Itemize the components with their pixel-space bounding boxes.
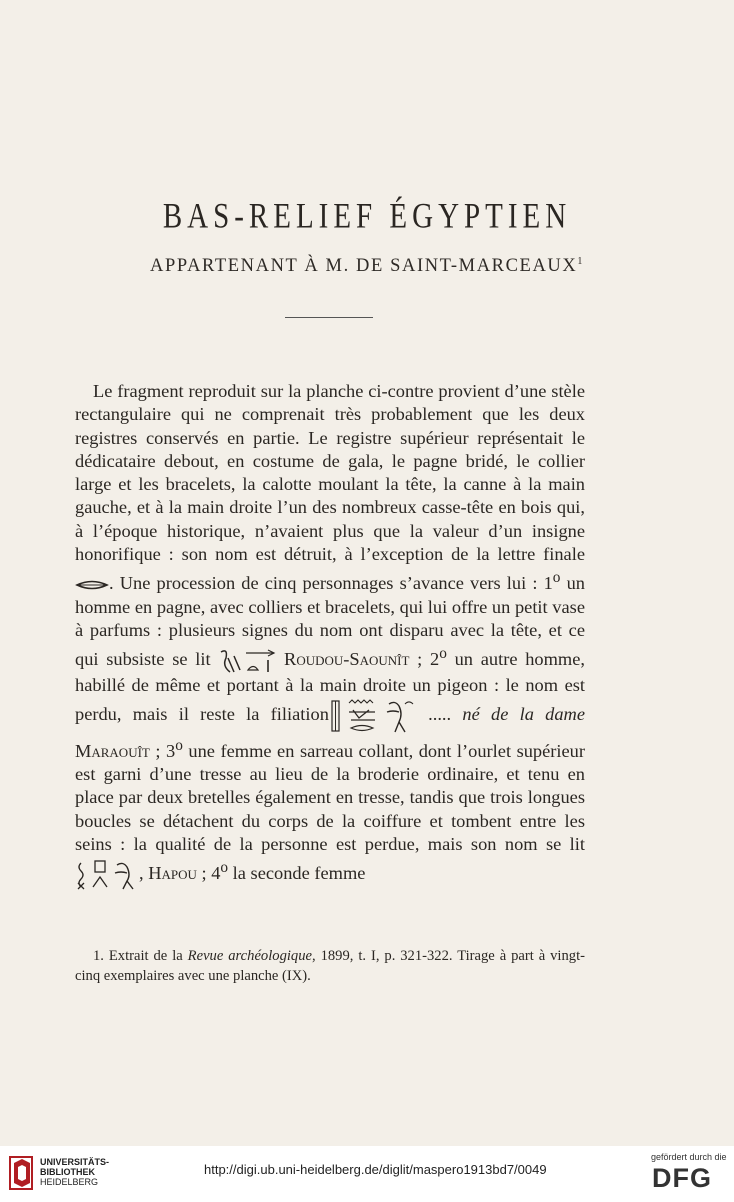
ordinal-suffix: o xyxy=(439,645,447,663)
proper-name: Roudou-Saounît xyxy=(284,649,410,670)
dfg-logo: DFG xyxy=(652,1163,712,1193)
footnote xyxy=(75,946,585,986)
text-run: . Une procession de cinq personnages s’avance vers lui : 1 xyxy=(109,573,553,594)
proper-name: Hapou xyxy=(148,863,197,884)
library-line: HEIDELBERG xyxy=(40,1177,99,1187)
hieroglyph-mouth-icon xyxy=(75,578,109,592)
footnote-text xyxy=(75,946,585,986)
text-run: , 1899, t. I, p. 321-322. Tirage à part à vingt-cinq exemplaires avec une planche (IX). xyxy=(75,948,585,984)
title-divider xyxy=(285,317,373,318)
ordinal-suffix: o xyxy=(552,569,561,587)
body-text xyxy=(75,380,585,891)
text-run: ; 4 xyxy=(196,863,221,884)
text-run: ; 3 xyxy=(149,740,176,761)
hieroglyph-group-1-icon xyxy=(218,648,276,674)
text-run: , xyxy=(139,863,149,884)
subtitle-text: APPARTENANT À M. DE SAINT-MARCEAUX xyxy=(150,256,578,277)
university-library-logo-icon xyxy=(8,1153,36,1193)
text-run: ; 2 xyxy=(409,649,440,670)
text-run: un homme en pagne, avec colliers et bracelets, qui lui offre un petit vase à parfums : plusieurs signes du nom ont disparu avec la tête, et ce qui subsiste se lit xyxy=(75,573,585,670)
permalink-url[interactable]: http://digi.ub.uni-heidelberg.de/diglit/maspero1913bd7/0049 xyxy=(204,1162,547,1177)
library-line: BIBLIOTHEK xyxy=(40,1167,95,1177)
text-run: un autre homme, habillé de même et portant à la main droite un pigeon : le nom est perdu, mais il reste la filiation xyxy=(75,649,585,724)
proper-name: Maraouît xyxy=(75,740,150,761)
text-run: ..... xyxy=(416,703,463,724)
hieroglyph-group-2-icon xyxy=(329,698,417,734)
article-subtitle xyxy=(0,256,734,277)
ordinal-suffix: o xyxy=(175,736,183,754)
text-run: Le fragment reproduit sur la planche ci-contre provient d’une stèle rectangulaire qui ne comprenait très probablement que les deux registres conservés en partie. Le registre supérieur représentait le dédicataire debout, en costume de gala, le pagne bridé, le collier large et les bracelets, la calotte moulant la tête, la canne à la main gauche, et à la main droite l’un des nombreux casse-tête en bois qui, à l’époque historique, n’avaient plus que la valeur d’un insigne honorifique : son nom est détruit, à l’exception de la lettre finale xyxy=(75,381,585,565)
text-run: 1. Extrait de la xyxy=(93,948,188,964)
funding-label: gefördert durch die xyxy=(651,1152,727,1162)
hieroglyph-group-3-icon xyxy=(75,859,139,891)
article-title: BAS-RELIEF ÉGYPTIEN xyxy=(162,196,572,236)
footnote-ref: 1 xyxy=(577,256,584,267)
journal-title: Revue archéologique xyxy=(187,948,312,964)
italic-phrase: né de la dame xyxy=(462,703,585,724)
library-name xyxy=(40,1157,109,1187)
text-run: la seconde femme xyxy=(228,863,366,884)
library-line: UNIVERSITÄTS- xyxy=(40,1157,110,1167)
paragraph xyxy=(75,380,585,891)
ordinal-suffix: o xyxy=(220,859,229,877)
text-run: une femme en sarreau collant, dont l’ourlet supérieur est garni d’une tresse au lieu de la broderie ordinaire, et tenu en place par deux bretelles également en tresse, tandis que trois longues boucles se détachent du corps de la coiffure et tombent entre les seins : la qualité de la personne est perdue, mais son nom se lit xyxy=(75,740,585,854)
